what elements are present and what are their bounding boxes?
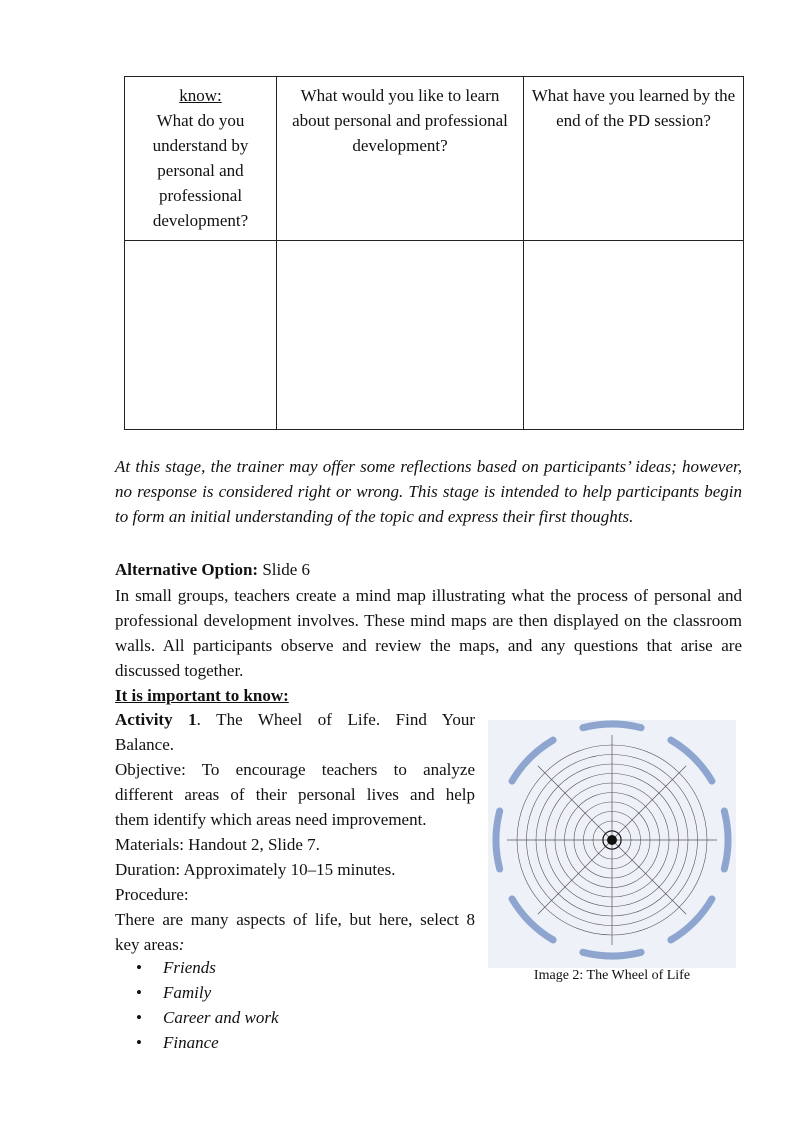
important-heading: It is important to know: xyxy=(115,686,289,705)
alternative-option-paragraph: In small groups, teachers create a mind map illustrating what the process of personal and professional development involves. These mind maps are then displayed on the classroom walls. All participants observe and review the maps, and any questions that arise are discussed together. xyxy=(115,586,742,680)
objective-line-3: them identify which areas need improvement. xyxy=(115,810,427,829)
wheel-outer-arc xyxy=(724,811,728,869)
table-cell-want xyxy=(277,77,524,241)
list-item-text: Friends xyxy=(163,958,216,977)
empty-cell-2 xyxy=(277,241,524,430)
duration-line: Duration: Approximately 10–15 minutes. xyxy=(115,860,396,879)
list-item-text: Career and work xyxy=(163,1008,279,1027)
procedure-line: Procedure: xyxy=(115,885,189,904)
table-cell-learned xyxy=(524,77,744,241)
activity-title-line xyxy=(115,707,475,732)
bullet-icon: • xyxy=(136,983,142,1002)
alternative-option-slide: Slide 6 xyxy=(258,560,311,579)
list-item xyxy=(130,1030,279,1055)
life-areas-list xyxy=(130,955,279,1055)
activity-title: . The Wheel of Life. Find Your xyxy=(196,710,476,729)
activity-label: Activity 1 xyxy=(115,710,197,729)
wheel-of-life-image xyxy=(488,720,736,968)
materials-line: Materials: Handout 2, Slide 7. xyxy=(115,835,320,854)
list-item xyxy=(130,1005,279,1030)
reflection-paragraph: At this stage, the trainer may offer some reflections based on participants’ ideas; however, no response is considered right or wrong. This stage is intended to help participants begin to form an initial understanding of the topic and express their first thoughts. xyxy=(115,457,742,526)
alternative-option-line xyxy=(115,557,742,582)
bullet-icon: • xyxy=(136,1008,142,1027)
wheel-of-life-graphic xyxy=(488,720,736,968)
intro-line-1: There are many aspects of life, but here, select 8 xyxy=(115,910,475,929)
know-heading: know: xyxy=(179,86,222,105)
intro-line-2 xyxy=(115,932,475,957)
know-question: What do you understand by personal and professional development? xyxy=(152,111,249,230)
intro-colon: : xyxy=(178,935,185,954)
table-header-row xyxy=(125,77,744,241)
wheel-outer-arc xyxy=(583,952,641,956)
list-item-text: Family xyxy=(163,983,212,1002)
wheel-center xyxy=(607,835,617,845)
bullet-icon: • xyxy=(136,958,142,977)
empty-cell-1 xyxy=(125,241,277,430)
list-item xyxy=(130,980,279,1005)
table-cell-know xyxy=(125,77,277,241)
empty-cell-3 xyxy=(524,241,744,430)
learned-question: What have you learned by the end of the PD session? xyxy=(531,86,736,130)
bullet-icon: • xyxy=(136,1033,142,1052)
wheel-outer-arc xyxy=(583,724,641,728)
table-empty-row xyxy=(125,241,744,430)
kwl-table xyxy=(124,76,744,430)
figure-caption: Image 2: The Wheel of Life xyxy=(533,968,691,983)
list-item xyxy=(130,955,279,980)
wheel-outer-arc xyxy=(496,811,500,869)
list-item-text: Finance xyxy=(163,1033,219,1052)
activity-title-cont: Balance. xyxy=(115,735,174,754)
alternative-option-label: Alternative Option: xyxy=(115,560,259,579)
intro-line-2-text: key areas xyxy=(115,935,179,954)
activity-column xyxy=(115,707,475,957)
objective-line-1: Objective: To encourage teachers to analyze xyxy=(115,760,475,779)
objective-line-2: different areas of their personal lives and help xyxy=(115,785,475,804)
want-question: What would you like to learn about personal and professional development? xyxy=(292,86,508,155)
